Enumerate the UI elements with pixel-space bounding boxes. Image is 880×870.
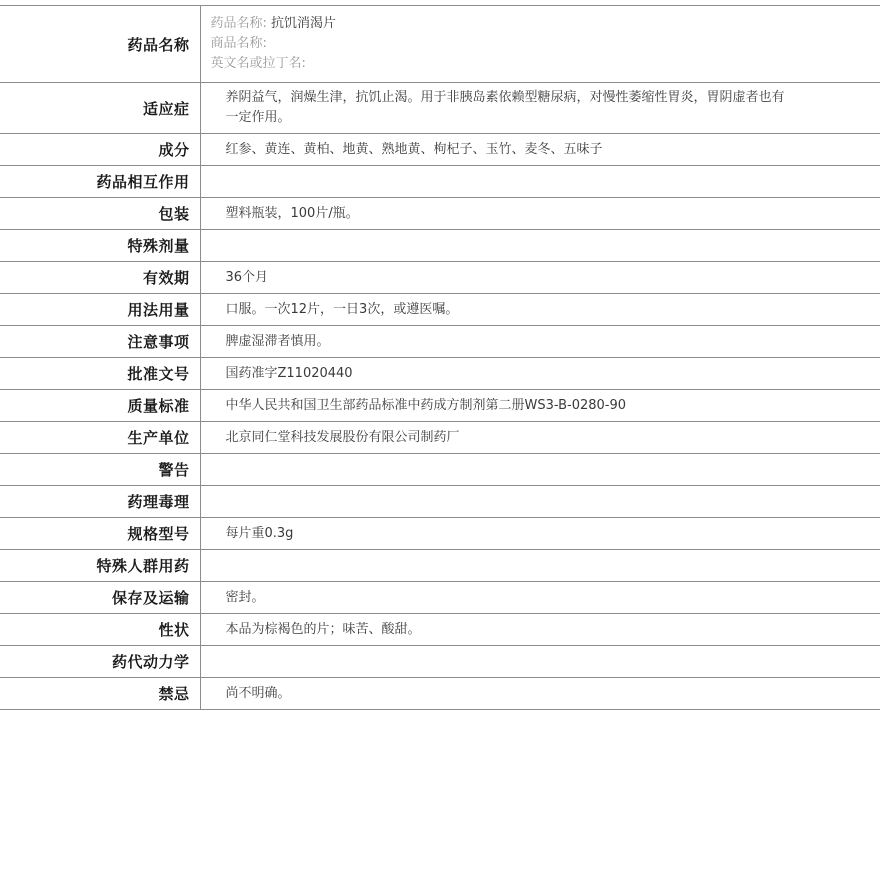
label-precautions: 注意事项 bbox=[0, 326, 200, 358]
row-ingredients bbox=[0, 134, 880, 166]
row-pharmacokinetics bbox=[0, 646, 880, 678]
value-shelf-life: 36个月 bbox=[200, 262, 880, 294]
row-manufacturer bbox=[0, 422, 880, 454]
drug-name-block bbox=[201, 14, 791, 74]
label-toxicology: 药理毒理 bbox=[0, 486, 200, 518]
english-name-line bbox=[211, 54, 791, 74]
label-specification: 规格型号 bbox=[0, 518, 200, 550]
label-manufacturer: 生产单位 bbox=[0, 422, 200, 454]
row-approval bbox=[0, 358, 880, 390]
label-shelf-life: 有效期 bbox=[0, 262, 200, 294]
row-storage bbox=[0, 582, 880, 614]
label-approval: 批准文号 bbox=[0, 358, 200, 390]
value-approval: 国药准字Z11020440 bbox=[200, 358, 880, 390]
label-packaging: 包装 bbox=[0, 198, 200, 230]
value-warning bbox=[200, 454, 880, 486]
value-toxicology bbox=[200, 486, 880, 518]
row-toxicology bbox=[0, 486, 880, 518]
row-special-dosage bbox=[0, 230, 880, 262]
value-specification: 每片重0.3g bbox=[200, 518, 880, 550]
value-precautions: 脾虚湿滞者慎用。 bbox=[200, 326, 880, 358]
english-name-key: 英文名或拉丁名: bbox=[210, 56, 306, 71]
label-drug-name: 药品名称 bbox=[0, 6, 200, 83]
row-special-population bbox=[0, 550, 880, 582]
label-storage: 保存及运输 bbox=[0, 582, 200, 614]
drug-spec-table bbox=[0, 5, 880, 710]
row-drug-name bbox=[0, 6, 880, 83]
label-usage: 用法用量 bbox=[0, 294, 200, 326]
label-contraindications: 禁忌 bbox=[0, 678, 200, 710]
value-special-dosage bbox=[200, 230, 880, 262]
label-special-population: 特殊人群用药 bbox=[0, 550, 200, 582]
generic-name-key: 药品名称: bbox=[210, 16, 267, 31]
value-ingredients: 红参、黄连、黄柏、地黄、熟地黄、枸杞子、玉竹、麦冬、五味子 bbox=[200, 134, 880, 166]
value-pharmacokinetics bbox=[200, 646, 880, 678]
row-interactions bbox=[0, 166, 880, 198]
label-pharmacokinetics: 药代动力学 bbox=[0, 646, 200, 678]
value-storage: 密封。 bbox=[200, 582, 880, 614]
label-special-dosage: 特殊剂量 bbox=[0, 230, 200, 262]
row-precautions bbox=[0, 326, 880, 358]
row-contraindications bbox=[0, 678, 880, 710]
value-interactions bbox=[200, 166, 880, 198]
value-manufacturer: 北京同仁堂科技发展股份有限公司制药厂 bbox=[200, 422, 880, 454]
value-character: 本品为棕褐色的片；味苦、酸甜。 bbox=[200, 614, 880, 646]
row-warning bbox=[0, 454, 880, 486]
row-standard bbox=[0, 390, 880, 422]
trade-name-key: 商品名称: bbox=[210, 36, 267, 51]
label-ingredients: 成分 bbox=[0, 134, 200, 166]
value-packaging: 塑料瓶装，100片/瓶。 bbox=[200, 198, 880, 230]
label-interactions: 药品相互作用 bbox=[0, 166, 200, 198]
label-character: 性状 bbox=[0, 614, 200, 646]
generic-name-line bbox=[211, 14, 791, 34]
row-specification bbox=[0, 518, 880, 550]
value-contraindications: 尚不明确。 bbox=[200, 678, 880, 710]
value-usage: 口服。一次12片，一日3次，或遵医嘱。 bbox=[200, 294, 880, 326]
row-indication bbox=[0, 83, 880, 134]
value-indication: 养阴益气，润燥生津，抗饥止渴。用于非胰岛素依赖型糖尿病，对慢性萎缩性胃炎，胃阴虚者也有一定作用。 bbox=[200, 83, 880, 134]
generic-name-value: 抗饥消渴片 bbox=[271, 16, 337, 31]
label-warning: 警告 bbox=[0, 454, 200, 486]
row-character bbox=[0, 614, 880, 646]
row-shelf-life bbox=[0, 262, 880, 294]
value-drug-name bbox=[200, 6, 880, 83]
label-standard: 质量标准 bbox=[0, 390, 200, 422]
row-usage bbox=[0, 294, 880, 326]
value-standard: 中华人民共和国卫生部药品标准中药成方制剂第二册WS3-B-0280-90 bbox=[200, 390, 880, 422]
value-special-population bbox=[200, 550, 880, 582]
label-indication: 适应症 bbox=[0, 83, 200, 134]
trade-name-line bbox=[211, 34, 791, 54]
row-packaging bbox=[0, 198, 880, 230]
